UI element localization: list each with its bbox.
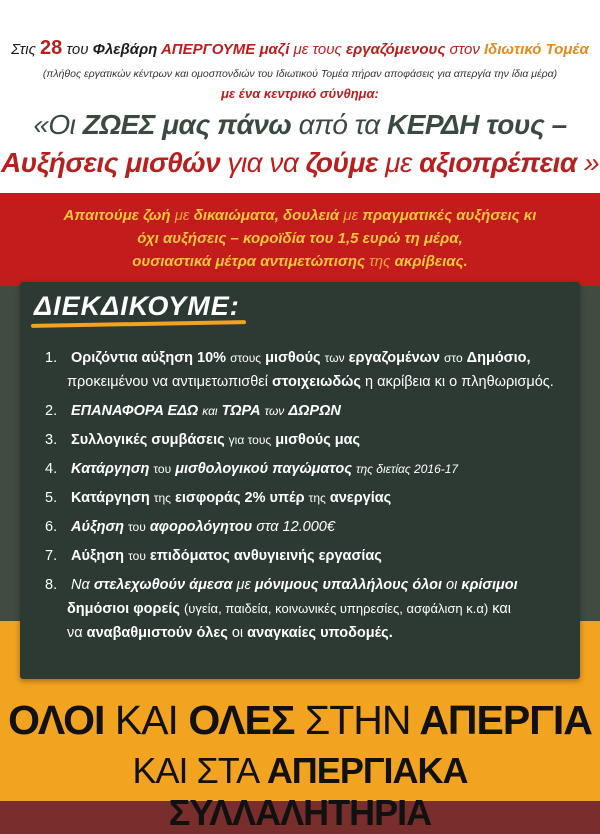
slogan-word: «Οι [33,109,76,140]
list-item-continuation [67,597,511,621]
item-text: στελεχωθούν άμεσα [93,577,233,593]
item-text: μισθούς [265,350,321,366]
slogan-quote-close: » [583,147,600,178]
list-item [45,399,341,423]
call-word: ΣΤΗΝ [304,697,411,743]
item-text: ΔΩΡΩΝ [288,403,341,419]
header-note: (πλήθος εργατικών κέντρων και ομοσπονδιών του Ιδιωτικού Τομέα πήραν αποφάσεις για απεργία την ίδια μέρα) [42,68,558,80]
item-number: 8. [45,577,58,593]
item-text: επιδόματος ανθυγιεινής εργασίας [149,548,382,564]
text-tou: του [66,41,89,58]
item-text: Να [71,577,90,593]
item-number: 6. [45,519,58,535]
item-text: της [153,491,171,505]
list-item [45,515,335,539]
item-text: ανεργίας [329,490,392,506]
item-text: μισθολογικού παγώματος [175,461,352,477]
text-strike-together: ΑΠΕΡΓΟΥΜΕ μαζί [160,41,290,58]
demands-line-2 [0,230,600,247]
item-text: στους [230,351,262,365]
item-text: ΤΩΡΑ [221,403,261,419]
strike-month: Φλεβάρη [92,41,158,58]
item-text: των [324,351,345,365]
item-text: προκειμένου να αντιμετωπισθεί [67,374,268,390]
slogan-word: για να [227,147,299,178]
item-text: της [308,491,326,505]
header-section [0,0,600,193]
item-text: οι [231,625,244,641]
item-text: των [264,404,285,418]
list-item [45,346,531,370]
item-text: στα 12.000€ [256,519,335,535]
call-word: ΑΠΕΡΓΙΑ [419,697,592,743]
item-number: 4. [45,461,58,477]
item-number: 1. [45,350,58,366]
item-text: του [127,520,146,534]
strike-day-number: 28 [40,37,63,59]
item-text: εργαζομένων [348,350,440,366]
text-workers: εργαζόμενους [345,41,446,58]
list-item-continuation [67,370,554,394]
demand-text: με [174,207,190,224]
list-item [45,544,382,568]
demand-text: της [369,253,391,270]
slogan-emphasis: αξιοπρέπεια [419,147,577,178]
item-text: εισφοράς 2% υπέρ [175,490,305,506]
item-text: του [128,549,146,563]
item-text: πληθωρισμός. [461,374,554,390]
item-number: 7. [45,548,58,564]
item-text: μόνιμους υπαλλήλους όλοι [254,577,442,593]
list-item [45,457,458,481]
demand-text: όχι αυξήσεις – κοροϊδία του 1,5 ευρώ τη μέρα, [137,230,463,247]
call-word: ΟΛΕΣ [188,697,295,743]
demand-text: Απαιτούμε ζωή [63,207,171,224]
demand-text: ουσιαστικά μέτρα αντιμετώπισης [132,253,365,270]
item-number: 3. [45,432,58,448]
item-text: Αύξηση [71,519,124,535]
demand-text: πραγματικές αυξήσεις κι [362,207,537,224]
call-word: ΟΛΟΙ [8,697,105,743]
item-text: με [236,577,251,593]
demand-text: με [343,207,359,224]
demands-banner [0,193,600,286]
call-word: ΚΑΙ [114,697,178,743]
item-text: της διετίας 2016-17 [355,462,459,476]
text-sta: Στις [11,41,36,58]
item-number: 2. [45,403,58,419]
slogan-emphasis: ΖΩΕΣ μας πάνω [82,109,292,140]
header-intro: με ένα κεντρικό σύνθημα: [221,86,379,101]
item-text: αναγκαίες υποδομές. [247,625,393,641]
item-text: του [153,462,172,476]
text-private-sector: Ιδιωτικό Τομέα [484,41,589,58]
item-text: οι [446,577,458,593]
item-text: να [67,625,83,641]
item-text: Δημόσιο, [466,350,531,366]
item-text: κι ο [434,374,458,390]
item-text: Οριζόντια αύξηση 10% [71,350,227,366]
text-with: με τους [293,41,342,58]
item-text: Κατάργηση [71,461,150,477]
call-word: ΚΑΙ ΣΤΑ [132,750,260,791]
list-item [45,486,391,510]
call-to-strike-line-1 [0,697,600,744]
item-text: δημόσιοι φορείς [67,601,180,617]
call-word: ΑΠΕΡΓΙΑΚΑ ΣΥΛΛΑΛΗΤΗΡΙΑ [168,750,468,833]
slogan-word: από τα [298,109,380,140]
item-text: και [492,601,511,617]
demands-line-1 [0,207,600,224]
claims-heading: ΔΙΕΚΔΙΚΟΥΜΕ: [34,291,240,321]
text-in: στον [449,41,480,58]
item-text: μισθούς μας [275,432,361,448]
item-text: κρίσιμοι [461,577,518,593]
demands-line-3 [0,253,600,270]
item-text: στοιχειωδώς [272,374,361,390]
slogan-line-1 [0,109,600,141]
item-text: ΕΠΑΝΑΦΟΡΑ ΕΔΩ [71,403,199,419]
slogan-emphasis: ΚΕΡΔΗ τους – [387,109,567,140]
list-item [45,428,360,452]
slogan-line-2 [0,147,600,179]
call-to-strike-line-2 [0,750,600,834]
strike-date-line [0,37,600,60]
item-text: και [202,404,218,418]
slogan-word: με [385,147,412,178]
item-text: αναβαθμιστούν όλες [86,625,228,641]
item-text: η ακρίβεια [365,374,431,390]
item-text: (υγεία, παιδεία, κοινωνικές υπηρεσίες, ασφάλιση κ.α) [183,601,489,616]
item-text: αφορολόγητου [149,519,253,535]
item-text: στο [443,351,463,365]
list-item-continuation [67,621,393,645]
item-text: Αύξηση [71,548,125,564]
item-text: για τους [228,433,272,447]
list-item [45,573,518,597]
slogan-emphasis: Αυξήσεις μισθών [0,147,221,178]
item-number: 5. [45,490,58,506]
demand-text: ακρίβειας. [394,253,468,270]
slogan-emphasis: ζούμε [305,147,378,178]
demand-text: δικαιώματα, δουλειά [193,207,340,224]
item-text: Κατάργηση [71,490,150,506]
item-text: Συλλογικές συμβάσεις [71,432,225,448]
